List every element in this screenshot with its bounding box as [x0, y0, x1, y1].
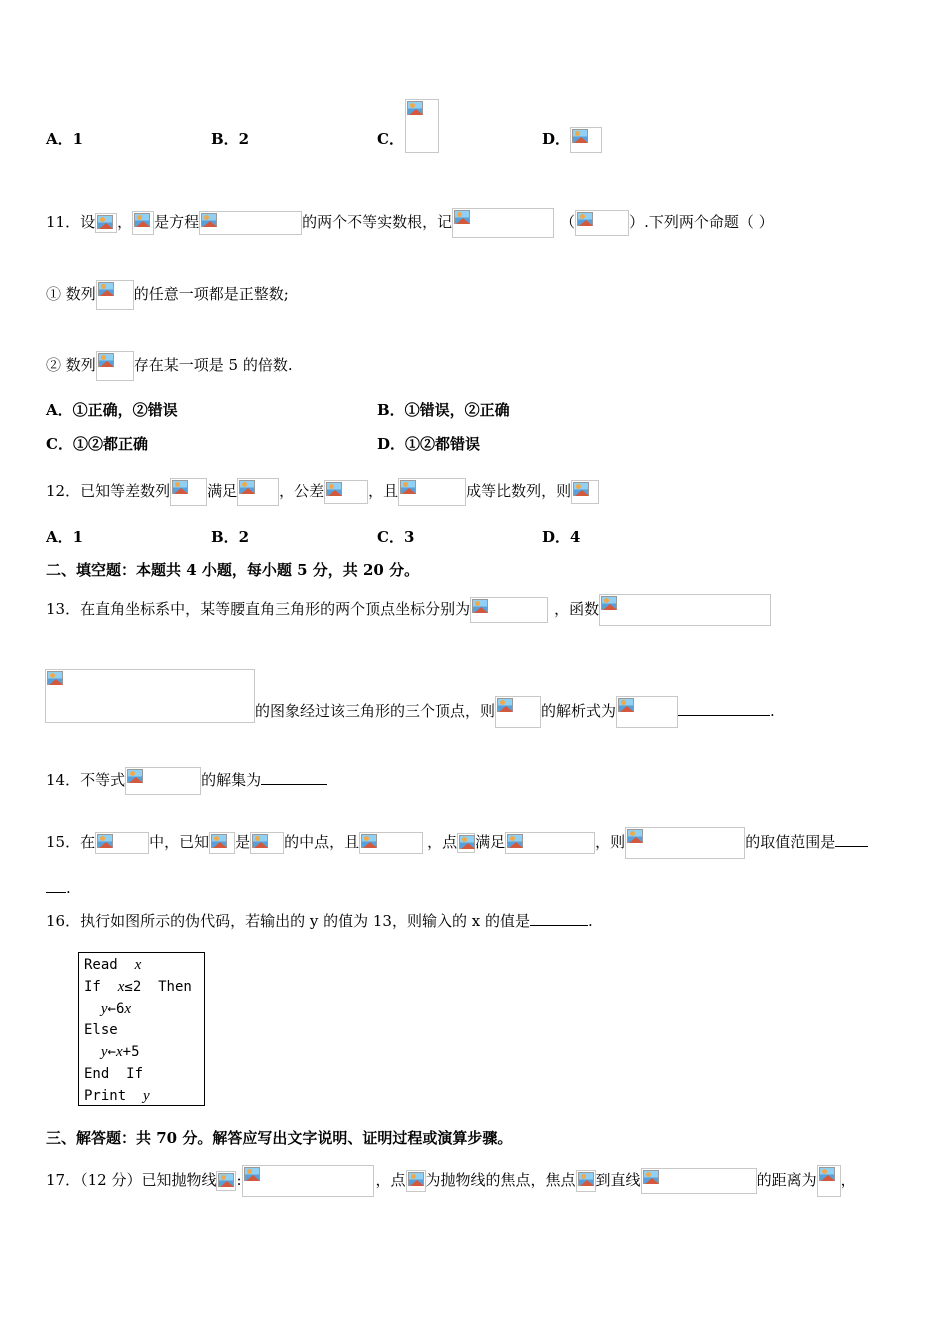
answer-blank[interactable]	[261, 784, 327, 785]
formula-image	[96, 351, 134, 381]
formula-image	[398, 478, 466, 506]
question-15-continued: .	[46, 878, 71, 898]
formula-image	[470, 597, 548, 623]
formula-image	[625, 827, 745, 859]
formula-image	[405, 99, 439, 153]
formula-image	[571, 480, 599, 504]
pseudocode-box	[78, 952, 205, 1106]
code-line: If x≤2 Then	[84, 978, 192, 995]
option-b: B．①错误，②正确	[377, 401, 510, 419]
answer-blank[interactable]	[678, 715, 770, 716]
option-c: C．	[377, 130, 404, 148]
formula-image	[576, 1170, 596, 1192]
formula-image	[599, 594, 771, 626]
formula-image	[45, 669, 255, 723]
question-16: 16．执行如图所示的伪代码，若输出的 y 的值为 13，则输入的 x 的值是 .	[46, 912, 593, 930]
formula-image	[209, 832, 235, 854]
formula-image	[616, 696, 678, 728]
question-15: 15．在 中，已知 是 的中点，且 ，点 满足 ，则 的取值范围是	[46, 827, 868, 859]
formula-image	[95, 832, 149, 854]
formula-image	[170, 478, 207, 506]
answer-blank[interactable]	[835, 846, 868, 847]
code-line: Else	[84, 1022, 118, 1039]
question-12: 12．已知等差数列 满足 ，公差 ，且 成等比数列，则	[46, 478, 599, 506]
section-heading: 三、解答题：共 70 分。解答应写出文字说明、证明过程或演算步骤。	[46, 1129, 513, 1147]
formula-image	[125, 767, 201, 795]
question-13: 13．在直角坐标系中，某等腰直角三角形的两个顶点坐标分别为 ，函数	[46, 594, 771, 626]
formula-image	[575, 210, 629, 236]
formula-image	[237, 478, 279, 506]
answer-blank[interactable]	[530, 925, 588, 926]
option-c: C．①②都正确	[46, 435, 148, 453]
formula-image	[495, 696, 541, 728]
option-b: B．2	[211, 528, 250, 546]
formula-image	[452, 208, 554, 238]
option-d: D．4	[542, 528, 581, 546]
formula-image	[324, 480, 368, 504]
question-14: 14．不等式 的解集为	[46, 767, 327, 795]
formula-image	[242, 1165, 374, 1197]
option-c: C．3	[377, 528, 415, 546]
formula-image	[505, 832, 595, 854]
proposition-1: ① 数列 的任意一项都是正整数;	[46, 280, 289, 310]
formula-image	[96, 280, 134, 310]
option-d: D．①②都错误	[377, 435, 481, 453]
section-heading: 二、填空题：本题共 4 小题，每小题 5 分，共 20 分。	[46, 561, 420, 579]
code-line: y←x+5	[100, 1044, 140, 1061]
formula-image	[216, 1171, 236, 1191]
question-11: 11．设 ， 是方程 的两个不等实数根，记 （ ）.下列两个命题（ ）	[46, 208, 774, 238]
option-a: A．1	[46, 528, 84, 546]
code-line: y←6x	[100, 1000, 132, 1017]
formula-image	[570, 127, 602, 153]
formula-image	[95, 213, 117, 233]
option-a: A．①正确，②错误	[46, 401, 178, 419]
formula-image	[199, 211, 302, 235]
answer-blank[interactable]	[46, 892, 66, 893]
formula-image	[817, 1165, 841, 1197]
option-d: D．	[542, 130, 571, 148]
formula-image	[457, 833, 475, 853]
option-b: B．2	[211, 130, 250, 148]
formula-image	[132, 211, 154, 235]
formula-image	[359, 832, 423, 854]
code-line: Print y	[84, 1087, 150, 1104]
code-line: Read x	[84, 957, 142, 973]
formula-image	[406, 1170, 426, 1192]
code-line: End If	[84, 1065, 144, 1082]
option-a: A．1	[46, 130, 84, 148]
question-13-continued: 的图象经过该三角形的三个顶点，则 的解析式为 .	[255, 696, 775, 728]
formula-image	[250, 832, 284, 854]
question-17: 17．（12 分）已知抛物线 : ，点 为抛物线的焦点，焦点 到直线 的距离为 ，	[46, 1165, 856, 1197]
formula-image	[641, 1168, 757, 1194]
proposition-2: ② 数列 存在某一项是 5 的倍数.	[46, 351, 293, 381]
